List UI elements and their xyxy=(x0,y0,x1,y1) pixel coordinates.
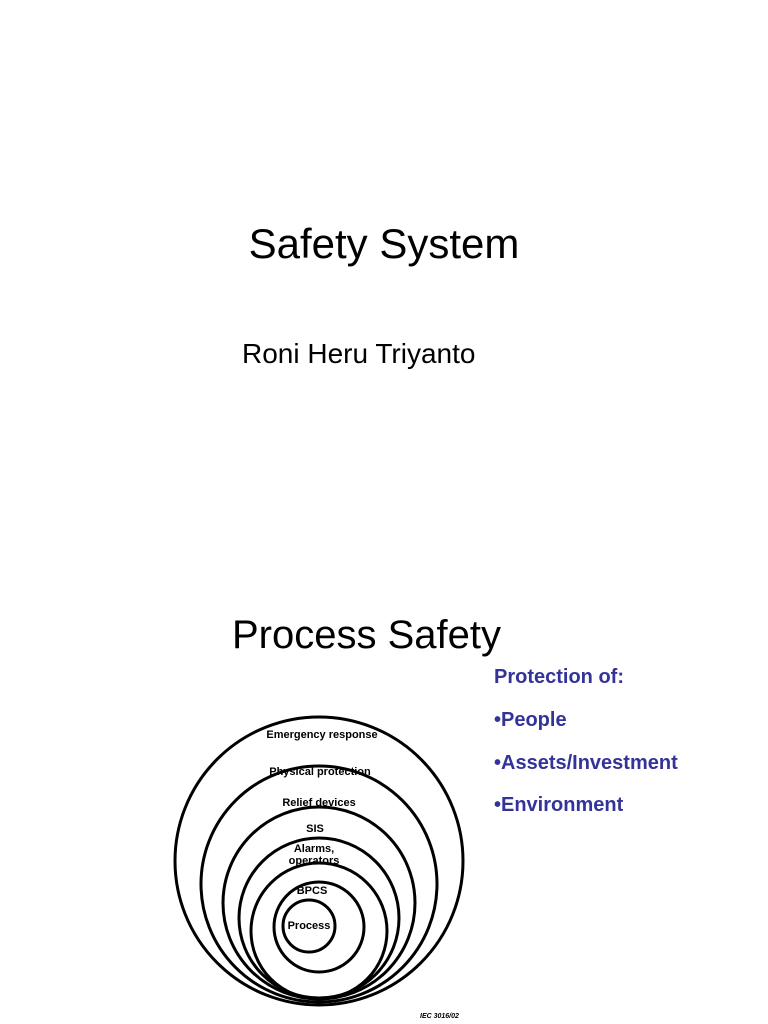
slide-title: Process Safety xyxy=(232,613,502,657)
protection-item-people: •People xyxy=(494,709,567,731)
protection-item-environment: •Environment xyxy=(494,794,624,816)
layer-label-relief-devices: Relief devices xyxy=(282,797,356,809)
layer-label-process: Process xyxy=(287,920,331,932)
diagram-caption: IEC 3016/02 xyxy=(420,1013,459,1020)
layer-label-emergency-response: Emergency response xyxy=(266,729,378,741)
layer-label-operators: operators xyxy=(288,855,340,867)
slide-title: Safety System xyxy=(248,220,520,267)
layer-label-physical-protection: Physical protection xyxy=(269,766,371,778)
protection-layers-diagram xyxy=(166,702,472,1024)
author-name: Roni Heru Triyanto xyxy=(242,338,476,369)
protection-layers-svg xyxy=(166,702,472,1024)
layer-label-bpcs: BPCS xyxy=(296,885,328,897)
layer-label-alarms: Alarms, xyxy=(293,843,335,855)
protection-heading: Protection of: xyxy=(494,666,624,688)
protection-item-assets: •Assets/Investment xyxy=(494,752,678,774)
slide-2 xyxy=(0,512,768,1024)
layer-label-sis: SIS xyxy=(306,823,324,835)
